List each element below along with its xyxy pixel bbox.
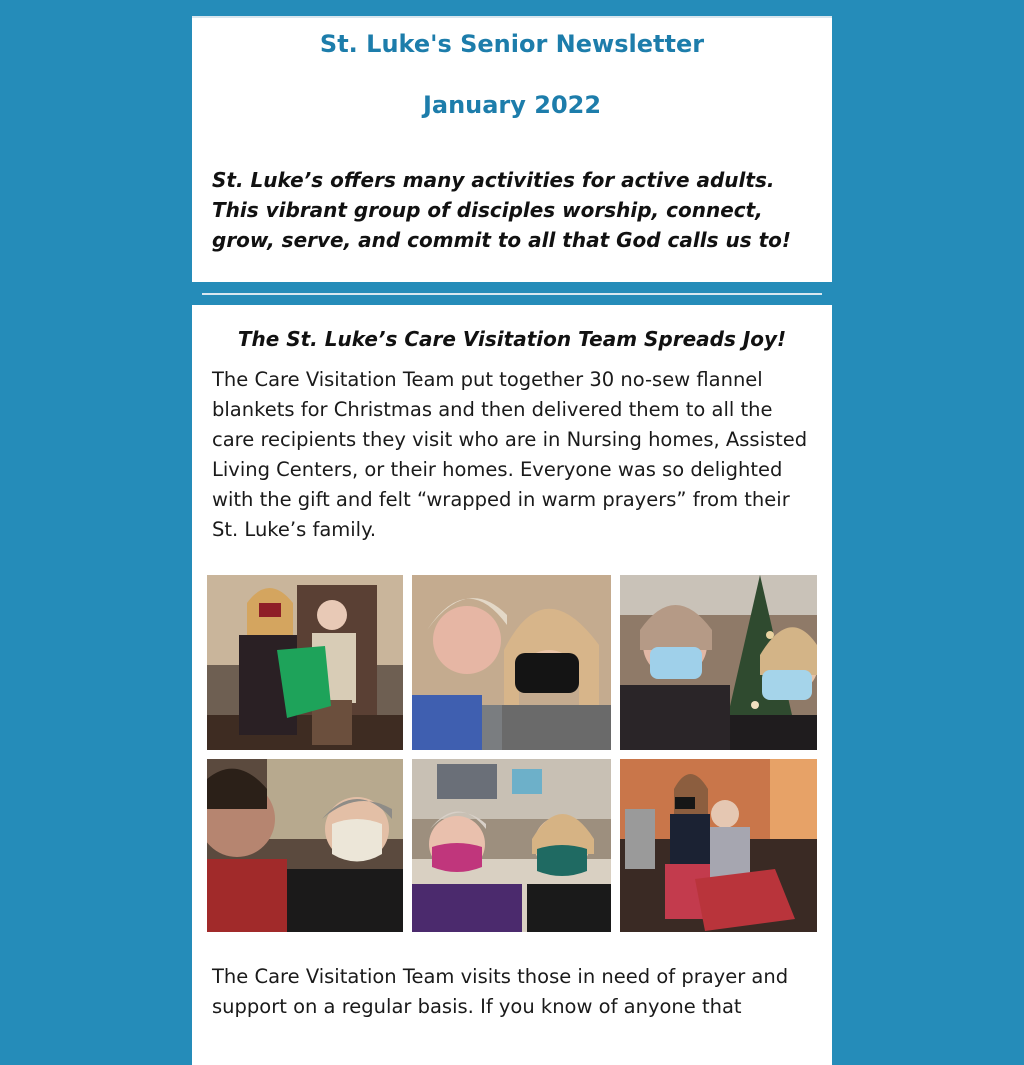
photo-5 (412, 759, 611, 932)
article-paragraph-1: The Care Visitation Team put together 30 no-sew flannel blankets for Christmas and then delivered them to all the care recipients they visit who are in Nursing homes, Assisted Living Centers, or their homes. Everyone was so delighted with the gift and felt “wrapped in warm prayers” from their St. Luke’s family. (212, 368, 808, 541)
newsletter-date: January 2022 (422, 91, 602, 119)
photo-1 (207, 575, 403, 750)
article-card (192, 305, 832, 1065)
newsletter-title: St. Luke's Senior Newsletter (319, 30, 705, 58)
article-paragraph-2: The Care Visitation Team visits those in need of prayer and support on a regular basis. If you know of anyone that (212, 965, 789, 1018)
newsletter-header (192, 16, 832, 282)
photo-3 (620, 575, 817, 750)
photo-2 (412, 575, 611, 750)
newsletter-intro: St. Luke’s offers many activities for active adults. This vibrant group of disciples worship, connect, grow, serve, and commit to all that God calls us to! (212, 168, 791, 252)
section-divider (202, 293, 822, 295)
article-title: The St. Luke’s Care Visitation Team Spreads Joy! (237, 327, 787, 351)
photo-4 (207, 759, 403, 932)
photo-6 (620, 759, 817, 932)
